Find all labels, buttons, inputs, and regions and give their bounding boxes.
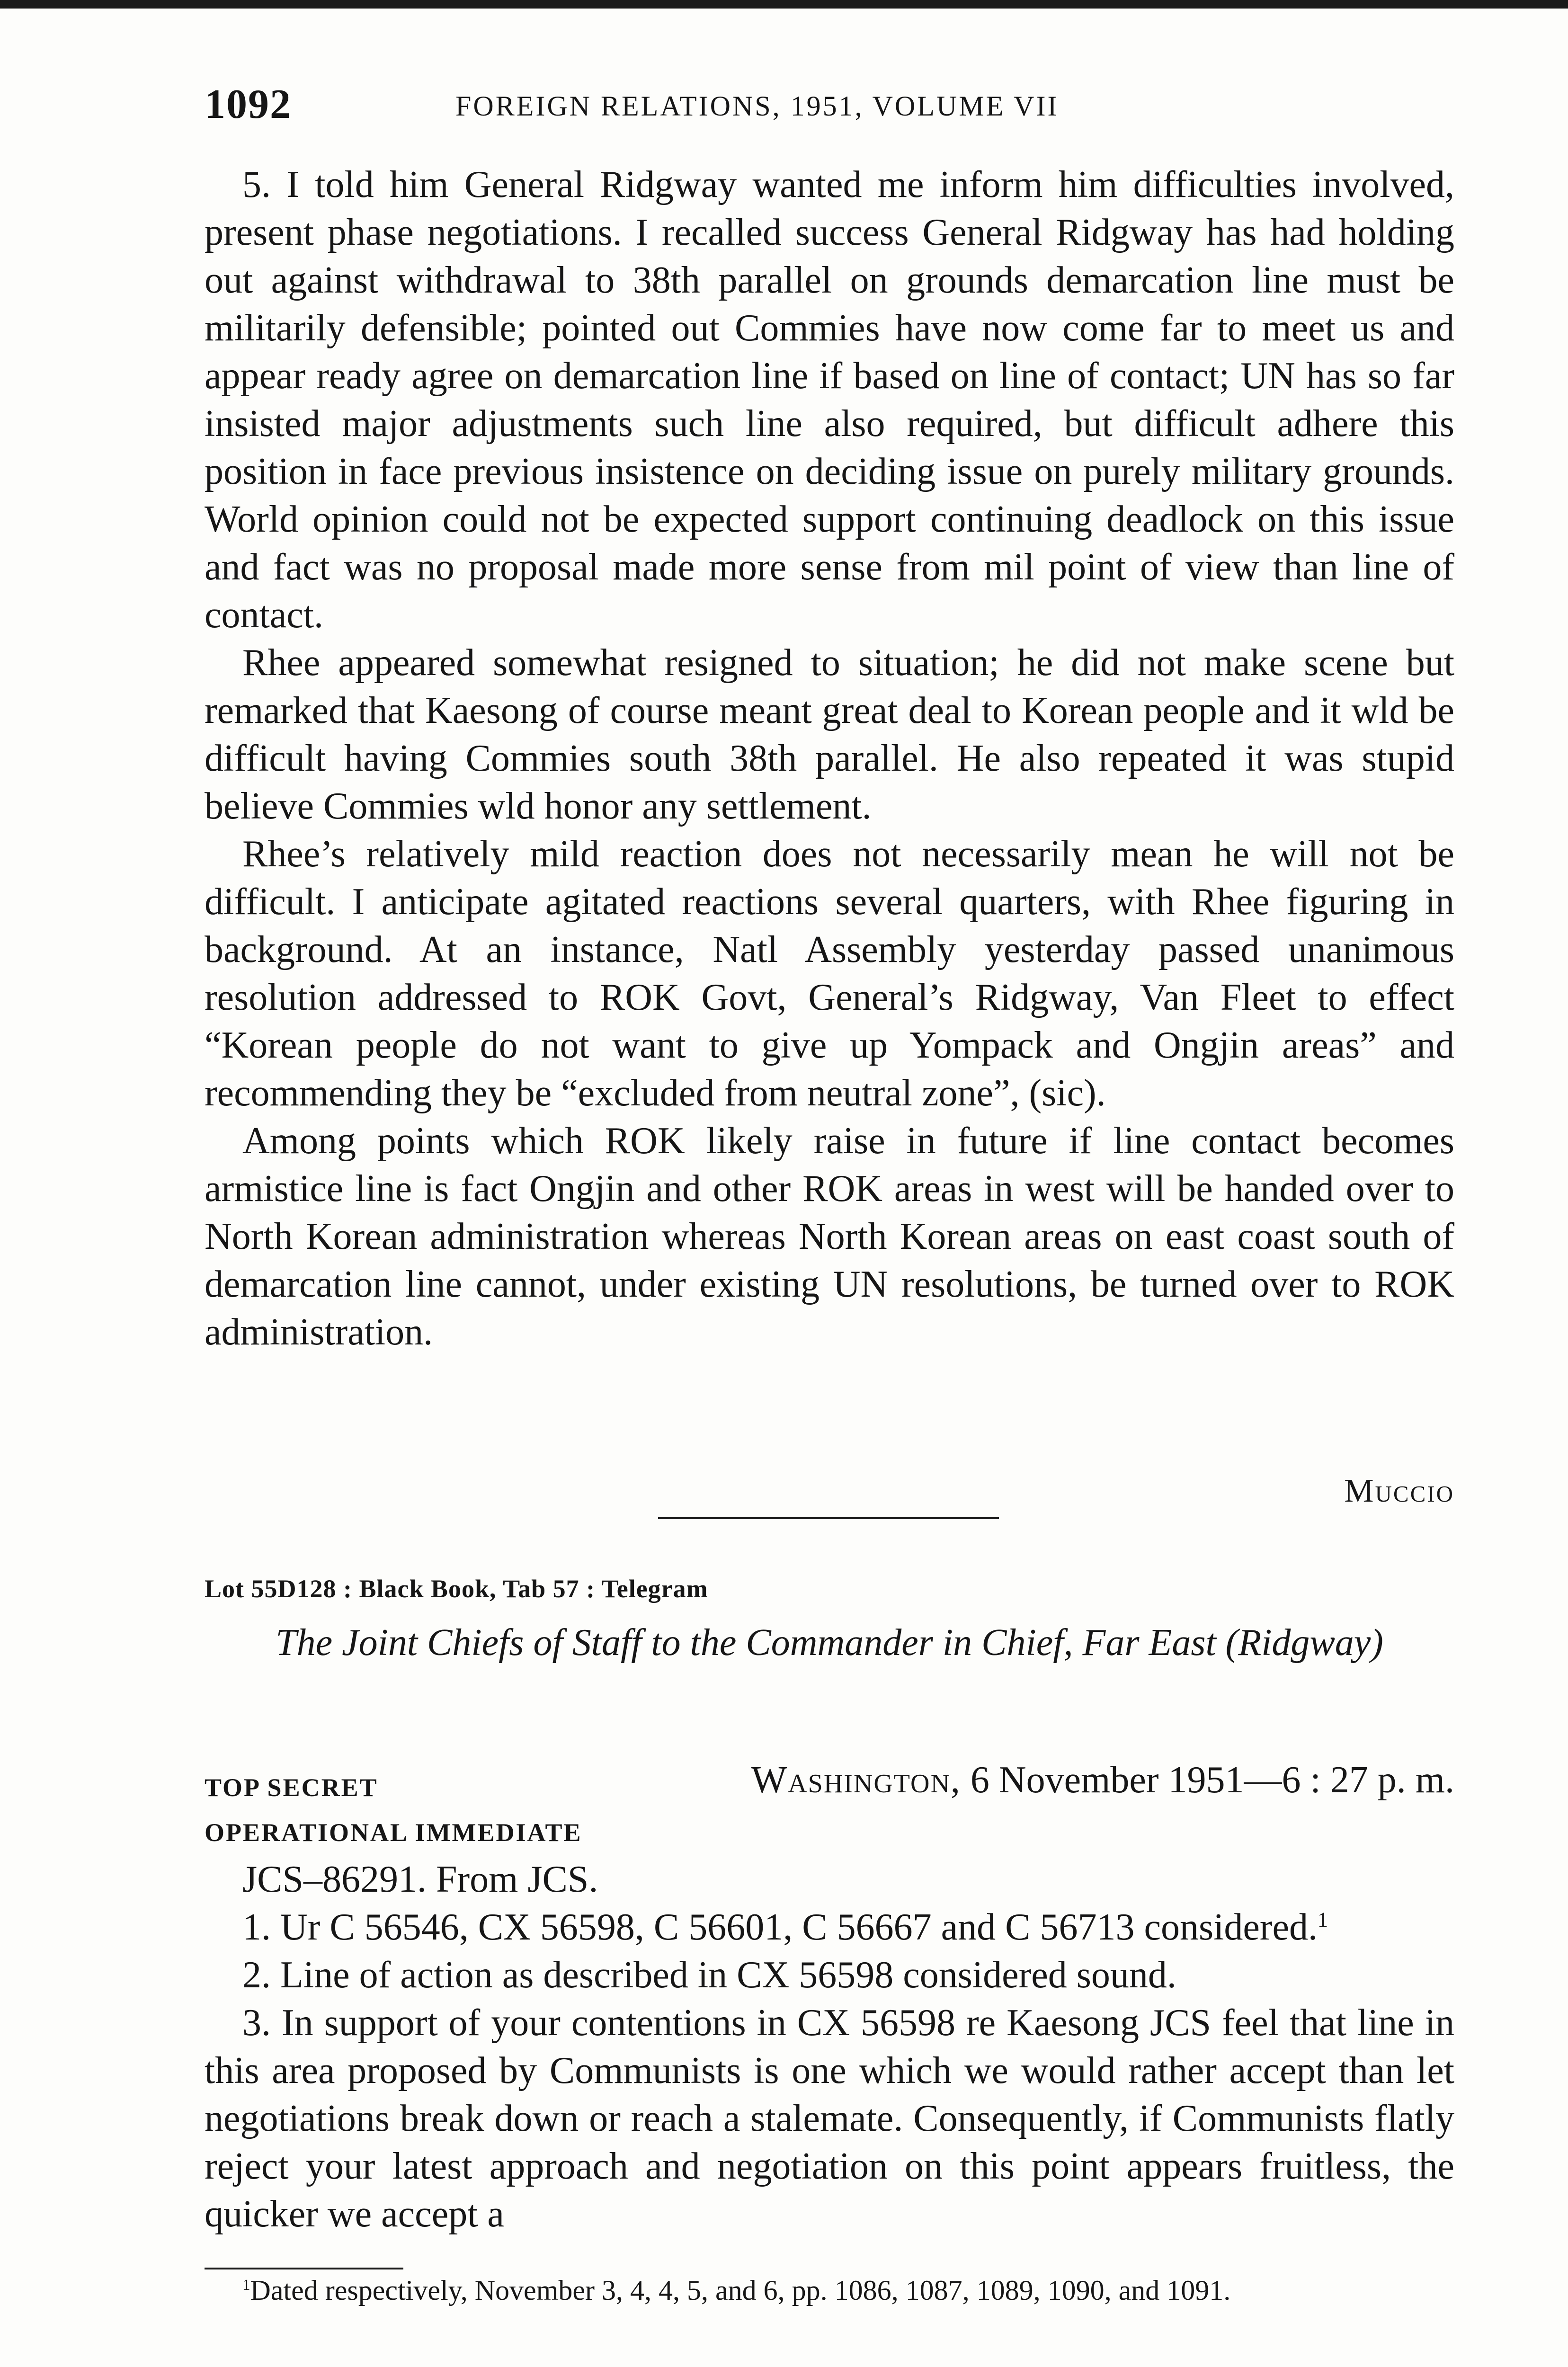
paragraph-rhee-mild: Rhee’s relatively mild reaction does not necessarily mean he will not be difficult. I anticipate agitated reactions several quarters, with Rhee figuring in background. At an instance, Natl Assembly yesterday passed unanimous resolution addressed to ROK Govt, General’s Ridgway, Van Fleet to effect “Korean people do not want to give up Yompack and Ongjin areas” and recommending they be “excluded from neutral zone”, (sic). <box>205 833 1454 1114</box>
running-title: FOREIGN RELATIONS, 1951, VOLUME VII <box>455 90 1059 122</box>
footnote-text: Dated respectively, November 3, 4, 4, 5, and 6, pp. 1086, 1087, 1089, 1090, and 1091. <box>250 2275 1231 2306</box>
paragraph-3: 3. In support of your contentions in CX 56598 re Kaesong JCS feel that line in this area proposed by Communists is one which we would rather accept than let negotiations break down or reach a stalemate. Consequently, if Communists flatly reject your latest approach and negotiation on this point appears fruitless, the quicker we accept a <box>205 2002 1454 2235</box>
paragraph-1-text: 1. Ur C 56546, CX 56598, C 56601, C 56667 and C 56713 considered. <box>242 1906 1318 1948</box>
document-title: The Joint Chiefs of Staff to the Commander in Chief, Far East (Ridgway) <box>276 1622 1383 1664</box>
signature-muccio: Muccio <box>1344 1473 1454 1509</box>
telegram-2-body <box>205 1856 1454 2238</box>
classification-label: TOP SECRET <box>205 1773 378 1802</box>
telegram-1-body <box>205 161 1454 1356</box>
paragraph-2: 2. Line of action as described in CX 56598 considered sound. <box>242 1954 1176 1996</box>
source-citation: Lot 55D128 : Black Book, Tab 57 : Telegram <box>205 1575 708 1603</box>
footnote <box>205 2272 1454 2308</box>
paragraph-rhee-reaction: Rhee appeared somewhat resigned to situation; he did not make scene but remarked that Kaesong of course meant great deal to Korean people and it wld be difficult having Commies south 38th parallel. He also repeated it was stupid believe Commies wld honor any settlement. <box>205 642 1454 827</box>
footnote-marker: 1 <box>242 2277 250 2294</box>
paragraph-1 <box>205 1904 1454 1951</box>
footnote-reference: 1 <box>1318 1908 1328 1931</box>
paragraph-5: 5. I told him General Ridgway wanted me inform him difficulties involved, present phase negotiations. I recalled success General Ridgway has had holding out against withdrawal to 38th parallel on grounds demarcation line must be militarily defensible; pointed out Commies have now come far to meet us and appear ready agree on demarcation line if based on line of contact; UN has so far insisted major adjustments such line also required, but difficult adhere this position in face previous insistence on deciding issue on purely military grounds. World opinion could not be expected support continuing deadlock on this issue and fact was no proposal made more sense from mil point of view than line of contact. <box>205 164 1454 636</box>
dateline-date: 6 November 1951—6 : 27 p. m. <box>970 1759 1454 1801</box>
scan-top-border <box>0 0 1568 9</box>
section-divider <box>658 1517 999 1519</box>
page-header <box>205 80 1454 133</box>
dateline-place: Washington, <box>751 1759 961 1801</box>
page-number: 1092 <box>205 81 292 127</box>
paragraph-rok-points: Among points which ROK likely raise in future if line contact becomes armistice line is fact Ongjin and other ROK areas in west will be handed over to North Korean administration whereas North Korean areas on east coast south of demarcation line cannot, under existing UN resolutions, be turned over to ROK administration. <box>205 1120 1454 1353</box>
message-number: JCS–86291. From JCS. <box>242 1859 598 1900</box>
footnote-rule <box>205 2268 403 2269</box>
dateline <box>751 1759 1454 1802</box>
precedence-label: OPERATIONAL IMMEDIATE <box>205 1818 582 1847</box>
